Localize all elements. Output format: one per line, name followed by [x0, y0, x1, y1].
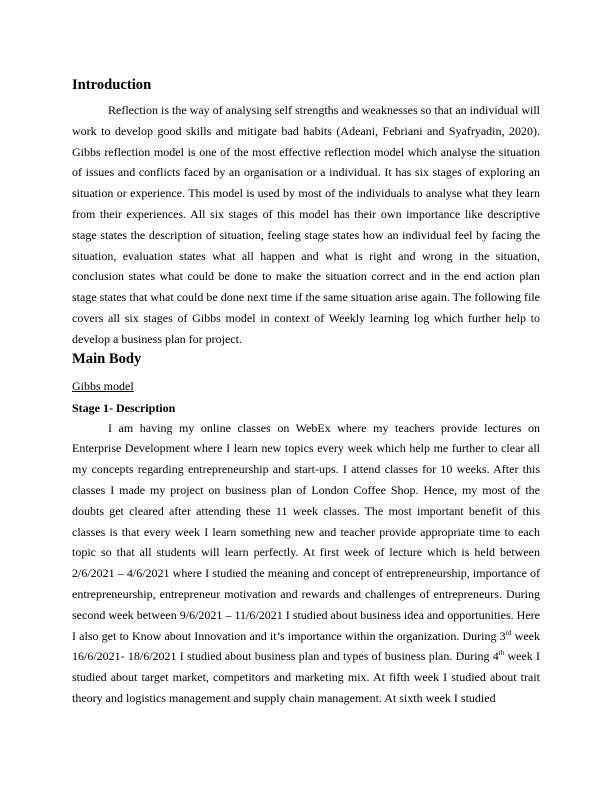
stage-1-text-part-b: week 16/6/2021- 18/6/2021 I studied about business plan and types of business plan. During 4: [72, 628, 540, 664]
stage-1-text-part-c: week I studied about target market, competitors and marketing mix. At fifth week I studied about trait theory and logistics management and supply chain management. At sixth week I studied: [72, 649, 540, 705]
introduction-heading: Introduction: [72, 77, 152, 93]
ordinal-suffix-th: th: [498, 649, 505, 658]
stage-1-paragraph: [72, 418, 540, 709]
main-body-heading: Main Body: [72, 350, 142, 367]
introduction-paragraph: Reflection is the way of analysing self strengths and weaknesses so that an individual will work to develop good skills and mitigate bad habits (Adeani, Febriani and Syafryadin, 2020). Gibbs reflection model is one of the most effective reflection model which analyse the situation of issues and conflicts faced by an organisation or a individual. It has six stages of exploring an situation or experience. This model is used by most of the individuals to analyse what they learn from their experiences. All six stages of this model has their own importance like descriptive stage states the description of situation, feeling stage states how an individual feel by facing the situation, evaluation states what all happen and what is right and wrong in the situation, conclusion states what could be done to make the situation correct and in the end action plan stage states that what could be done next time if the same situation arise again. The following file covers all six stages of Gibbs model in context of Weekly learning log which further help to develop a business plan for project.: [72, 103, 540, 346]
stage-1-heading: Stage 1- Description: [72, 400, 176, 415]
document-page: [72, 76, 540, 709]
gibbs-model-subheading: Gibbs model: [72, 378, 134, 393]
stage-1-text-part-a: I am having my online classes on WebEx where my teachers provide lectures on Enterprise Development where I learn new topics every week which help me further to clear all my concepts regarding entrepreneurship and start-ups. I attend classes for 10 weeks. After this classes I made my project on business plan of London Coffee Shop. Hence, my most of the doubts get cleared after attending these 11 week classes. The most important benefit of this classes is that every week I learn something new and teacher provide appropriate time to each topic so that all students will learn perfectly. At first week of lecture which is held between 2/6/2021 – 4/6/2021 where I studied the meaning and concept of entrepreneurship, importance of entrepreneurship, entrepreneur motivation and rewards and challenges of entrepreneurs. During second week between 9/6/2021 – 11/6/2021 I studied about business idea and opportunities. Here I also get to Know about Innovation and it’s importance within the organization. During 3: [72, 420, 540, 643]
ordinal-suffix-rd: rd: [505, 628, 512, 637]
